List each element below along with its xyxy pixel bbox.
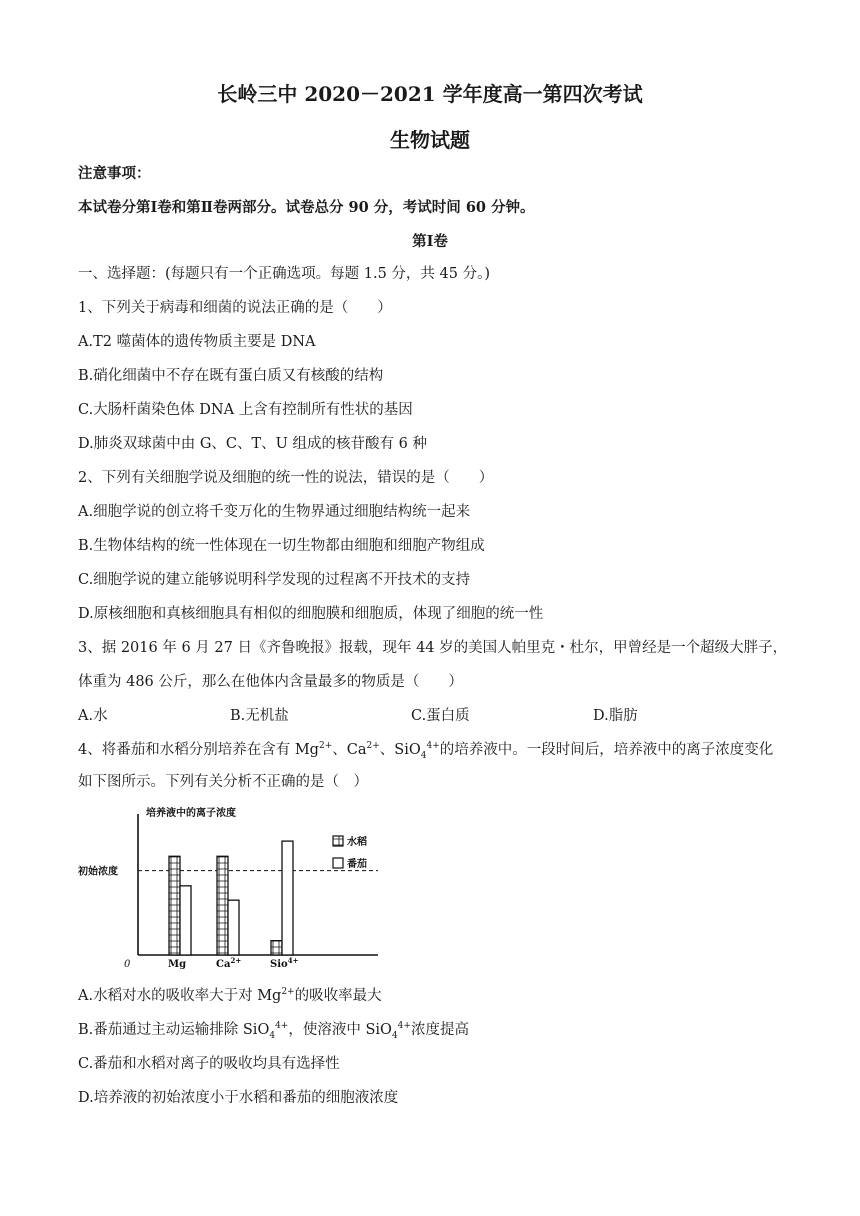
q2-stem: 2、下列有关细胞学说及细胞的统一性的说法，错误的是（ ） (78, 470, 494, 486)
q3-option-d: D.脂肪 (593, 708, 638, 724)
q4-stem-line1: 4、将番茄和水稻分别培养在含有 $Mg^{2+}$、$Ca^{2+}$、SiO$_4^{4+}$的培养液中。一段时间后，培养液中的离子浓度变化 (78, 741, 774, 761)
q1-option-c: C.大肠杆菌染色体 DNA 上含有控制所有性状的基因 (78, 402, 413, 418)
q4-option-d: D.培养液的初始浓度小于水稻和番茄的细胞液浓度 (78, 1090, 399, 1106)
q3-option-c: C.蛋白质 (411, 708, 470, 724)
bar-tomato-mg (180, 886, 191, 955)
q1-stem: 1、下列关于病毒和细菌的说法正确的是（ ） (78, 300, 392, 316)
legend-label-rice: 水稻 (347, 837, 367, 848)
notice-text: 本试卷分第Ⅰ卷和第Ⅱ卷两部分。试卷总分 90 分，考试时间 60 分钟。 (78, 199, 535, 216)
q3-option-b: B.无机盐 (230, 708, 289, 724)
x-tick-ca: $Ca^{2+}$ (216, 956, 242, 970)
section-heading: 一、选择题：(每题只有一个正确选项。每题 1.5 分，共 45 分。) (78, 266, 491, 282)
q1-option-a: A.T2 噬菌体的遗传物质主要是 DNA (78, 334, 316, 350)
q3-stem-line1: 3、据 2016 年 6 月 27 日《齐鲁晚报》报载，现年 44 岁的美国人帕里克・杜尔，甲曾经是一个超级大胖子， (78, 640, 788, 656)
legend-swatch-tomato (333, 858, 343, 868)
legend-label-tomato: 番茄 (347, 859, 367, 870)
q2-option-a: A.细胞学说的创立将千变万化的生物界通过细胞结构统一起来 (78, 504, 471, 520)
notice-label: 注意事项： (78, 165, 151, 182)
x-tick-sio: Sio$^{4+}$ (270, 956, 299, 970)
q2-option-c: C.细胞学说的建立能够说明科学发现的过程离不开技术的支持 (78, 572, 471, 588)
bar-rice-mg (169, 856, 180, 955)
legend-swatch-rice (333, 836, 343, 846)
exam-subtitle: 生物试题 (390, 128, 470, 152)
bar-rice-sio (271, 941, 282, 955)
initial-concentration-label: 初始浓度 (78, 866, 118, 878)
ion-concentration-chart (78, 800, 388, 975)
q2-option-d: D.原核细胞和真核细胞具有相似的细胞膜和细胞质，体现了细胞的统一性 (78, 606, 544, 622)
q4-option-a: A.水稻对水的吸收率大于对 $Mg^{2+}$的吸收率最大 (78, 987, 382, 1004)
x-tick-mg: Mg (168, 959, 187, 970)
bar-tomato-sio (282, 841, 293, 955)
q3-stem-line2: 体重为 486 公斤，那么在他体内含量最多的物质是（ ） (78, 674, 463, 690)
exam-title: 长岭三中 2020－2021 学年度高一第四次考试 (217, 82, 643, 106)
origin-label: 0 (124, 959, 131, 970)
bar-rice-ca (217, 856, 228, 955)
q2-option-b: B.生物体结构的统一性体现在一切生物都由细胞和细胞产物组成 (78, 538, 485, 554)
q1-option-d: D.肺炎双球菌中由 G、C、T、U 组成的核苷酸有 6 种 (78, 436, 427, 452)
bar-tomato-ca (228, 900, 239, 955)
q4-stem-line2: 如下图所示。下列有关分析不正确的是（ ） (78, 774, 368, 790)
q1-option-b: B.硝化细菌中不存在既有蛋白质又有核酸的结构 (78, 368, 384, 384)
q4-option-b: B.番茄通过主动运输排除 SiO$_4^{4+}$，使溶液中 SiO$_4^{4+}$浓度提高 (78, 1021, 469, 1041)
q4-option-c: C.番茄和水稻对离子的吸收均具有选择性 (78, 1056, 340, 1072)
part1-heading: 第Ⅰ卷 (412, 233, 448, 250)
y-axis-label: 培养液中的离子浓度 (146, 808, 236, 819)
q3-option-a: A.水 (78, 708, 108, 724)
